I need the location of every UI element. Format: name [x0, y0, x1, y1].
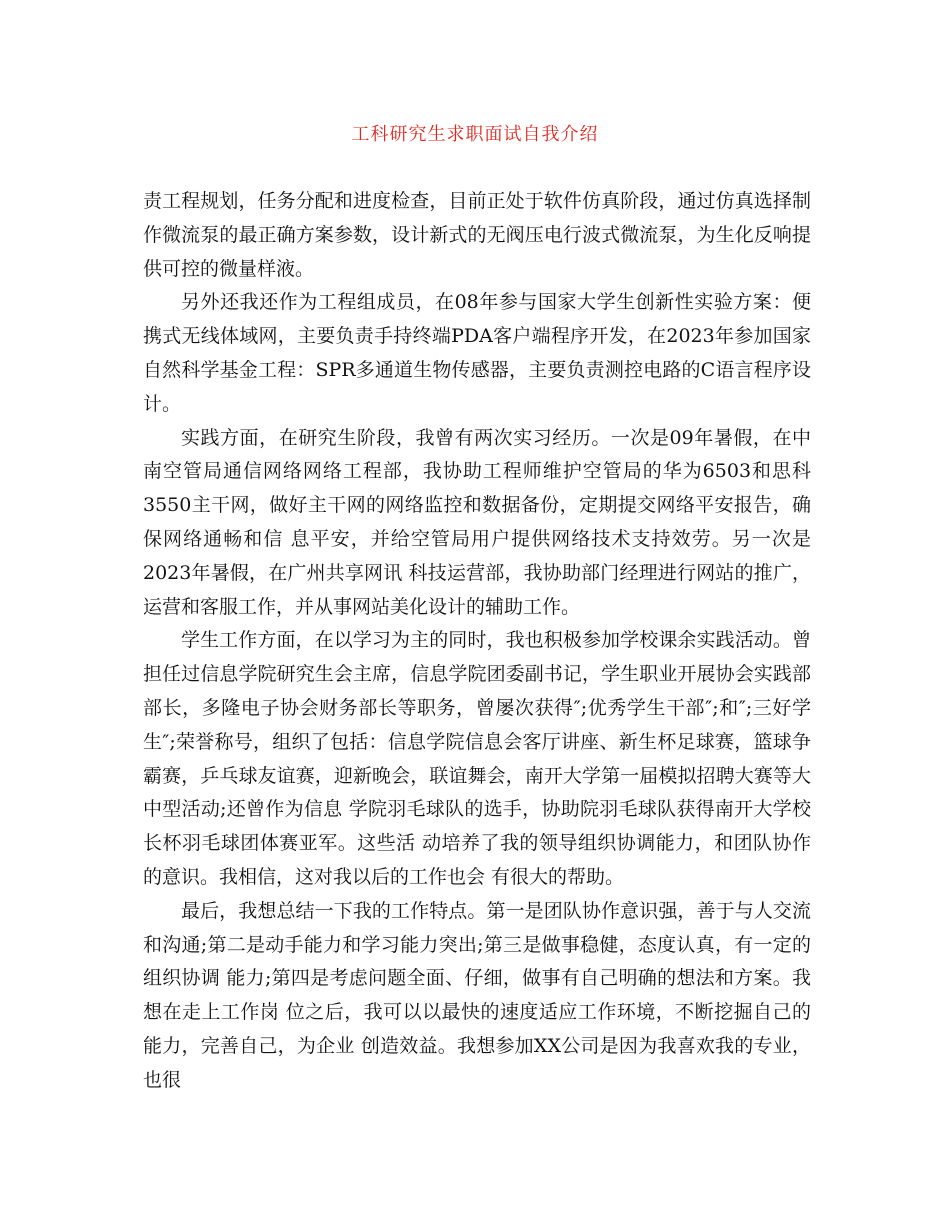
paragraph-1: 责工程规划，任务分配和进度检查，目前正处于软件仿真阶段，通过仿真选择制作微流泵的最正确方案参数，设计新式的无阀压电行波式微流泵，为生化反响提供可控的微量样液。 [143, 190, 811, 280]
document-body [143, 185, 811, 1098]
paragraph-5: 最后，我想总结一下我的工作特点。第一是团队协作意识强，善于与人交流和沟通;第二是动手能力和学习能力突出;第三是做事稳健，态度认真，有一定的组织协调 能力;第四是考虑问题全面、仔细，做事有自己明确的想法和方案。我想在走上工作岗 位之后，我可以以最快的速度适应工作环境，不断挖掘自己的能力，完善自己，为企业 创造效益。我想参加XX公司是因为我喜欢我的专业，也很 [143, 899, 811, 1091]
paragraph-3: 实践方面，在研究生阶段，我曾有两次实习经历。一次是09年暑假，在中南空管局通信网络网络工程部，我协助工程师维护空管局的华为6503和思科3550主干网，做好主干网的网络监控和数据备份，定期提交网络平安报告，确保网络通畅和信 息平安，并给空管局用户提供网络技术支持效劳。另一次是2023年暑假，在广州共享网讯 科技运营部，我协助部门经理进行网站的推广，运营和客服工作，并从事网站美化设计的辅助工作。 [143, 426, 811, 618]
page-title: 工科研究生求职面试自我介绍 [351, 124, 599, 145]
paragraph-2: 另外还我还作为工程组成员，在08年参与国家大学生创新性实验方案：便携式无线体域网，主要负责手持终端PDA客户端程序开发，在2023年参加国家自然科学基金工程：SPR多通道生物传感器，主要负责测控电路的C语言程序设计。 [143, 291, 811, 415]
paragraph-4: 学生工作方面，在以学习为主的同时，我也积极参加学校课余实践活动。曾担任过信息学院研究生会主席，信息学院团委副书记，学生职业开展协会实践部部长，多隆电子协会财务部长等职务，曾屡次获得″;优秀学生干部″;和″;三好学生″;荣誉称号，组织了包括：信息学院信息会客厅讲座、新生杯足球赛，篮球争霸赛，乒乓球友谊赛，迎新晚会，联谊舞会，南开大学第一届模拟招聘大赛等大中型活动;还曾作为信息 学院羽毛球队的选手，协助院羽毛球队获得南开大学校长杯羽毛球团体赛亚军。这些活 动培养了我的领导组织协调能力，和团队协作的意识。我相信，这对我以后的工作也会 有很大的帮助。 [143, 629, 811, 888]
